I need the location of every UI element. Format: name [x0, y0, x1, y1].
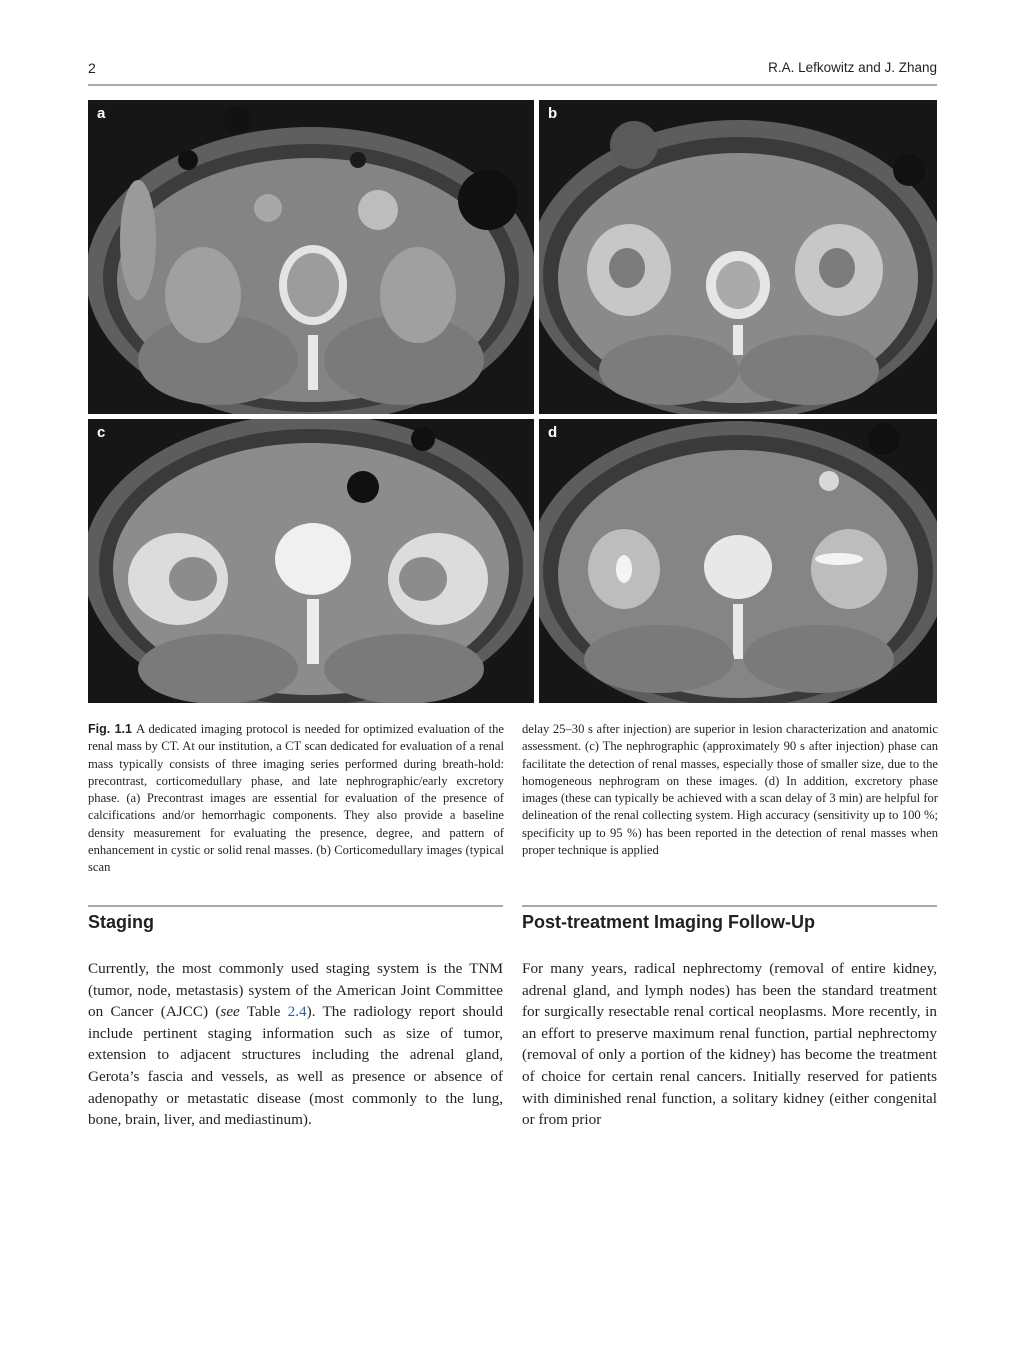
panel-label-c: c [97, 424, 106, 441]
ct-panel-d [539, 419, 937, 703]
figure-ct-panels [88, 100, 937, 703]
ct-panel-c [88, 419, 534, 703]
figure-caption-left [88, 721, 504, 877]
section-title-staging: Staging [88, 912, 154, 932]
caption-text-left: A dedicated imaging protocol is needed for optimized evaluation of the renal mass by CT. At our institution, a CT scan dedicated for evaluation of a renal mass typically consists of three imaging series performed during breath-hold: precontrast, corticomedullary phase, and late nephrographic/early excretory phase. (a) Precontrast images are essential for evaluation of the presence of calcifications and/or hemorrhagic components. They also provide a baseline density measurement for evaluating the presence, degree, and pattern of enhancement in cystic or solid renal masses. (b) Corticomedullary images (typical scan [88, 722, 505, 875]
figure-label: Fig. 1.1 [88, 722, 132, 736]
panel-label-b: b [548, 105, 558, 122]
ct-image-d [539, 419, 937, 703]
staging-paragraph [88, 958, 503, 1131]
figure-caption-right [522, 721, 938, 859]
running-header [88, 60, 937, 86]
ct-image-c [88, 419, 534, 703]
page-number: 2 [88, 60, 96, 76]
ct-panel-b [539, 100, 937, 414]
panel-label-a: a [97, 105, 106, 122]
caption-text-right: delay 25–30 s after injection) are superior in lesion characterization and anatomic assessment. (c) The nephrographic (approximately 90 s after injection) phase can facilitate the detection of renal masses, especially those of smaller size, due to the homogeneous nephrogram on these images. (d) In addition, excretory phase images (these can typically be achieved with a scan delay of 3 min) are helpful for delineation of the renal collecting system. High accuracy (sensitivity up to 100 %; specificity up to 95 %) has been reported in the detection of renal masses when proper technique is applied [522, 722, 938, 858]
ct-image-b [539, 100, 937, 414]
staging-see: see [220, 1003, 240, 1021]
section-rule-staging [88, 905, 503, 907]
post-treatment-paragraph: For many years, radical nephrectomy (removal of entire kidney, adrenal gland, and lymph nodes) has been the standard treatment for surgically resectable renal cortical neoplasms. More recently, in an effort to preserve maximum renal function, partial nephrectomy (removal of only a portion of the kidney) has become the treatment of choice for certain renal cancers. Initially reserved for patients with diminished renal function, a solitary kidney (either congenital or from prior [522, 960, 937, 1129]
table-reference-link[interactable]: 2.4 [287, 1003, 307, 1021]
ct-panel-a [88, 100, 534, 414]
staging-table-prefix: Table [239, 1003, 288, 1021]
section-title-post-treatment: Post-treatment Imaging Follow-Up [522, 912, 816, 932]
staging-text-start: Currently, the most commonly used staging system is the TNM (tumor, node, metastasis) system of the American Joint Committee on Cancer (AJCC) ( [88, 960, 503, 1021]
running-head-authors: R.A. Lefkowitz and J. Zhang [768, 60, 937, 75]
staging-text-end: ). The radiology report should include pertinent staging information such as size of tumor, extension to adjacent structures including the adrenal gland, Gerota’s fascia and vessels, as well as presence or absence of adenopathy or metastatic disease (most commonly to the lung, bone, brain, liver, and mediastinum). [88, 1003, 503, 1129]
panel-label-d: d [548, 424, 558, 441]
section-rule-post-treatment [522, 905, 937, 907]
ct-image-a [88, 100, 534, 414]
